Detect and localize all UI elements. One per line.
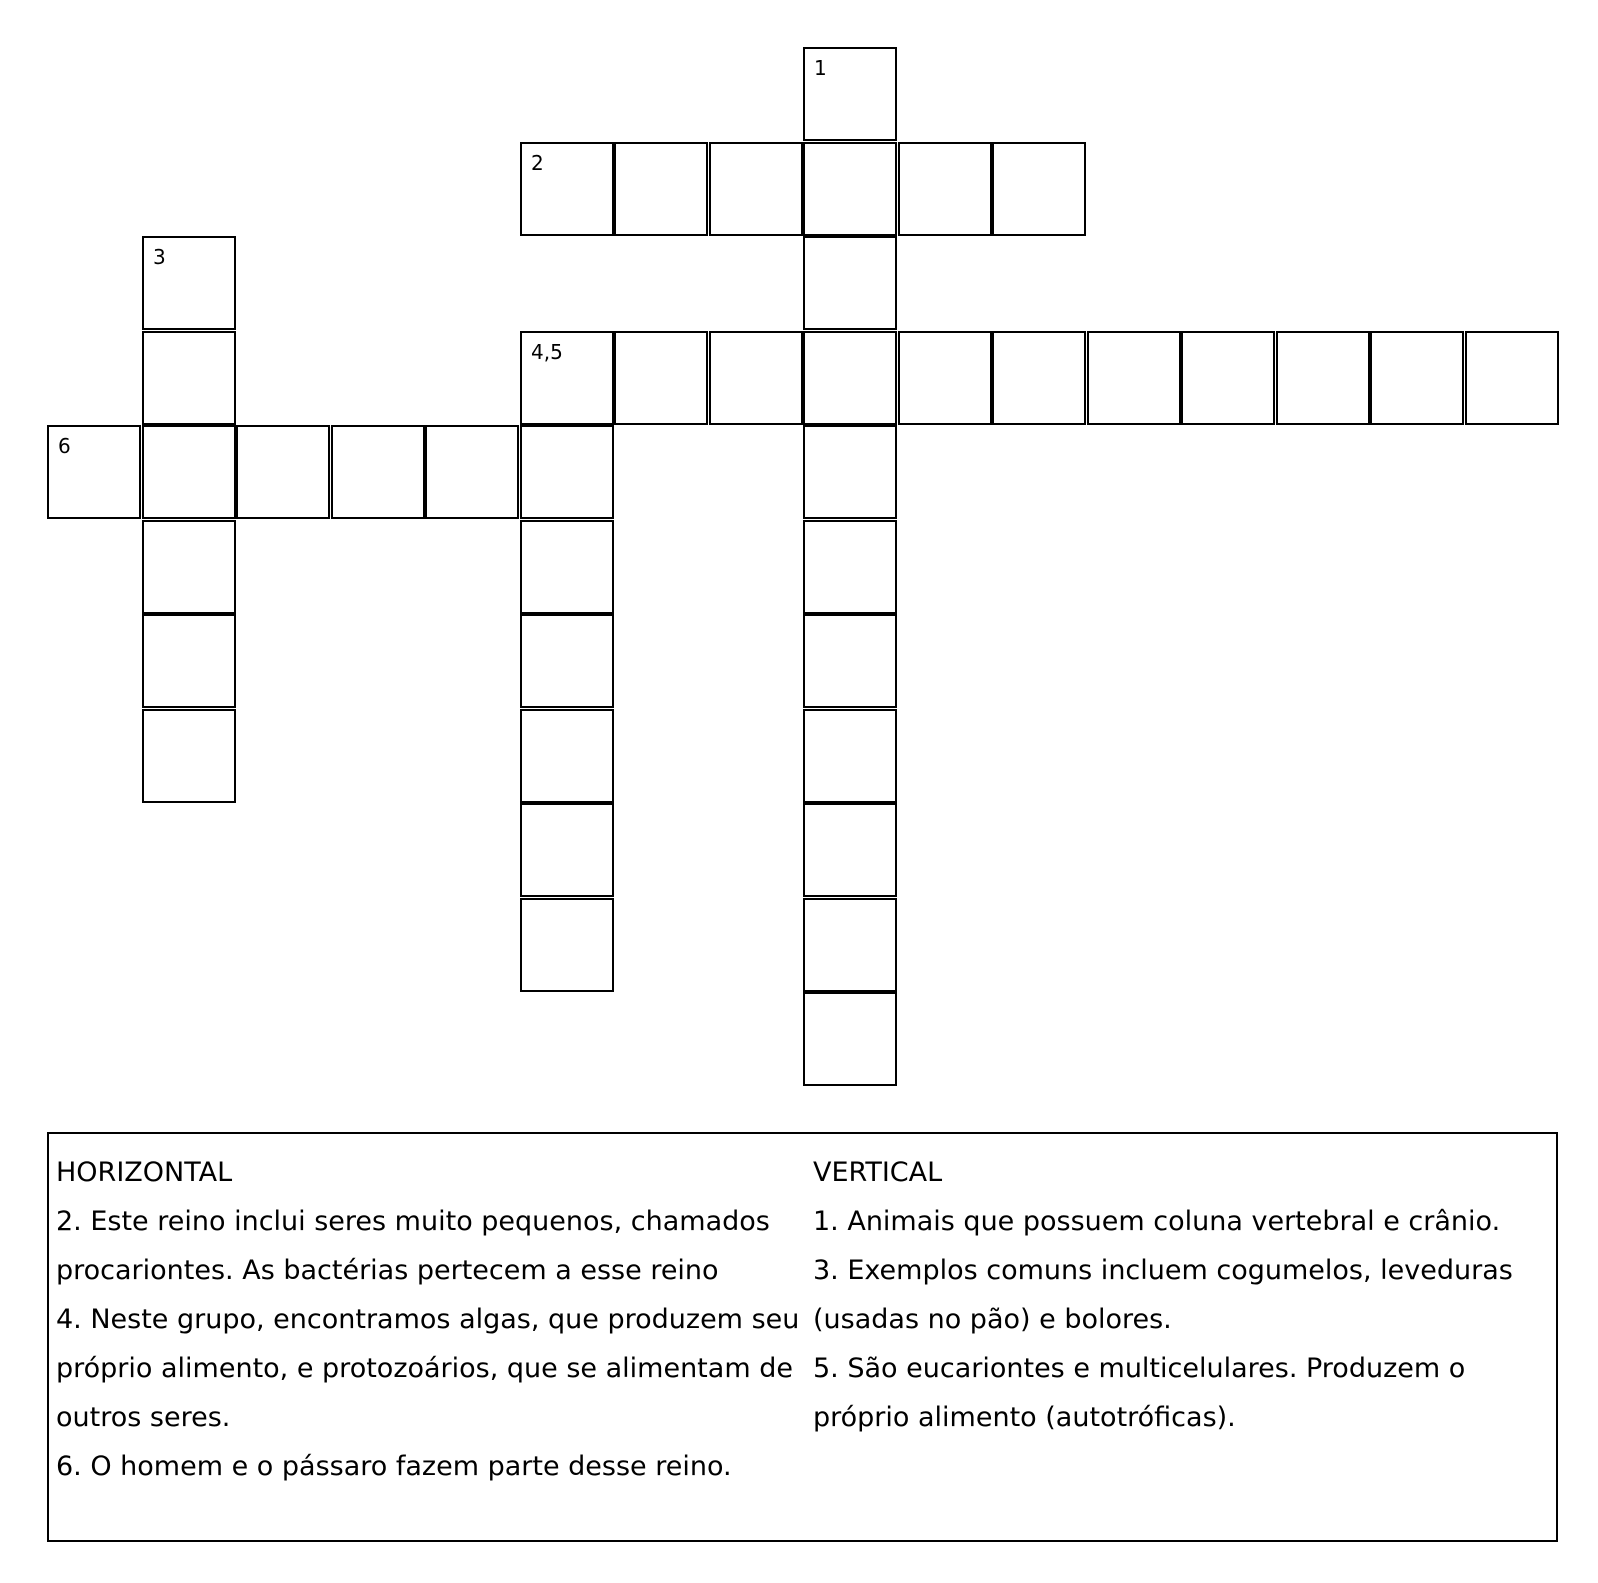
grid-cell[interactable] [803,614,897,708]
grid-cell[interactable] [709,331,803,425]
grid-cell[interactable] [803,236,897,330]
cell-number: 3 [153,245,166,269]
grid-cell[interactable] [992,142,1086,236]
grid-cell[interactable] [142,520,236,614]
grid-cell[interactable] [898,142,992,236]
horizontal-clues [56,1148,806,1491]
grid-cell[interactable] [803,47,897,141]
grid-cell[interactable] [803,898,897,992]
grid-cell[interactable] [331,425,425,519]
grid-cell[interactable] [709,142,803,236]
grid-cell[interactable] [1276,331,1370,425]
vertical-heading: VERTICAL [813,1157,943,1188]
cell-number: 1 [814,56,827,80]
grid-cell[interactable] [142,709,236,803]
cell-number: 4,5 [531,340,563,364]
grid-cell[interactable] [47,425,141,519]
grid-cell[interactable] [520,520,614,614]
grid-cell[interactable] [803,992,897,1086]
grid-cell[interactable] [614,142,708,236]
cell-number: 2 [531,151,544,175]
cell-number: 6 [58,434,71,458]
grid-cell[interactable] [1181,331,1275,425]
grid-cell[interactable] [614,331,708,425]
grid-cell[interactable] [1465,331,1559,425]
clue-horizontal-6: 6. O homem e o pássaro fazem parte desse reino. [56,1451,732,1482]
grid-cell[interactable] [898,331,992,425]
grid-cell[interactable] [142,331,236,425]
horizontal-heading: HORIZONTAL [56,1157,233,1188]
grid-cell[interactable] [142,236,236,330]
vertical-clues [813,1148,1543,1442]
grid-cell[interactable] [425,425,519,519]
grid-cell[interactable] [803,142,897,236]
clue-horizontal-2: 2. Este reino inclui seres muito pequenos, chamados procariontes. As bactérias pertecem a esse reino [56,1206,770,1286]
grid-cell[interactable] [803,803,897,897]
grid-cell[interactable] [1087,331,1181,425]
grid-cell[interactable] [803,520,897,614]
clue-horizontal-4: 4. Neste grupo, encontramos algas, que produzem seu próprio alimento, e protozoários, que se alimentam de outros seres. [56,1304,800,1433]
grid-cell[interactable] [1370,331,1464,425]
grid-cell[interactable] [520,425,614,519]
grid-cell[interactable] [142,425,236,519]
clue-vertical-3: 3. Exemplos comuns incluem cogumelos, leveduras (usadas no pão) e bolores. [813,1255,1513,1335]
clue-vertical-5: 5. São eucariontes e multicelulares. Produzem o próprio alimento (autotróficas). [813,1353,1466,1433]
grid-cell[interactable] [520,331,614,425]
grid-cell[interactable] [520,614,614,708]
grid-cell[interactable] [992,331,1086,425]
grid-cell[interactable] [803,709,897,803]
grid-cell[interactable] [520,803,614,897]
clues-box [47,1132,1558,1542]
grid-cell[interactable] [520,709,614,803]
grid-cell[interactable] [236,425,330,519]
grid-cell[interactable] [520,142,614,236]
clue-vertical-1: 1. Animais que possuem coluna vertebral e crânio. [813,1206,1501,1237]
grid-cell[interactable] [803,425,897,519]
grid-cell[interactable] [803,331,897,425]
grid-cell[interactable] [142,614,236,708]
grid-cell[interactable] [520,898,614,992]
